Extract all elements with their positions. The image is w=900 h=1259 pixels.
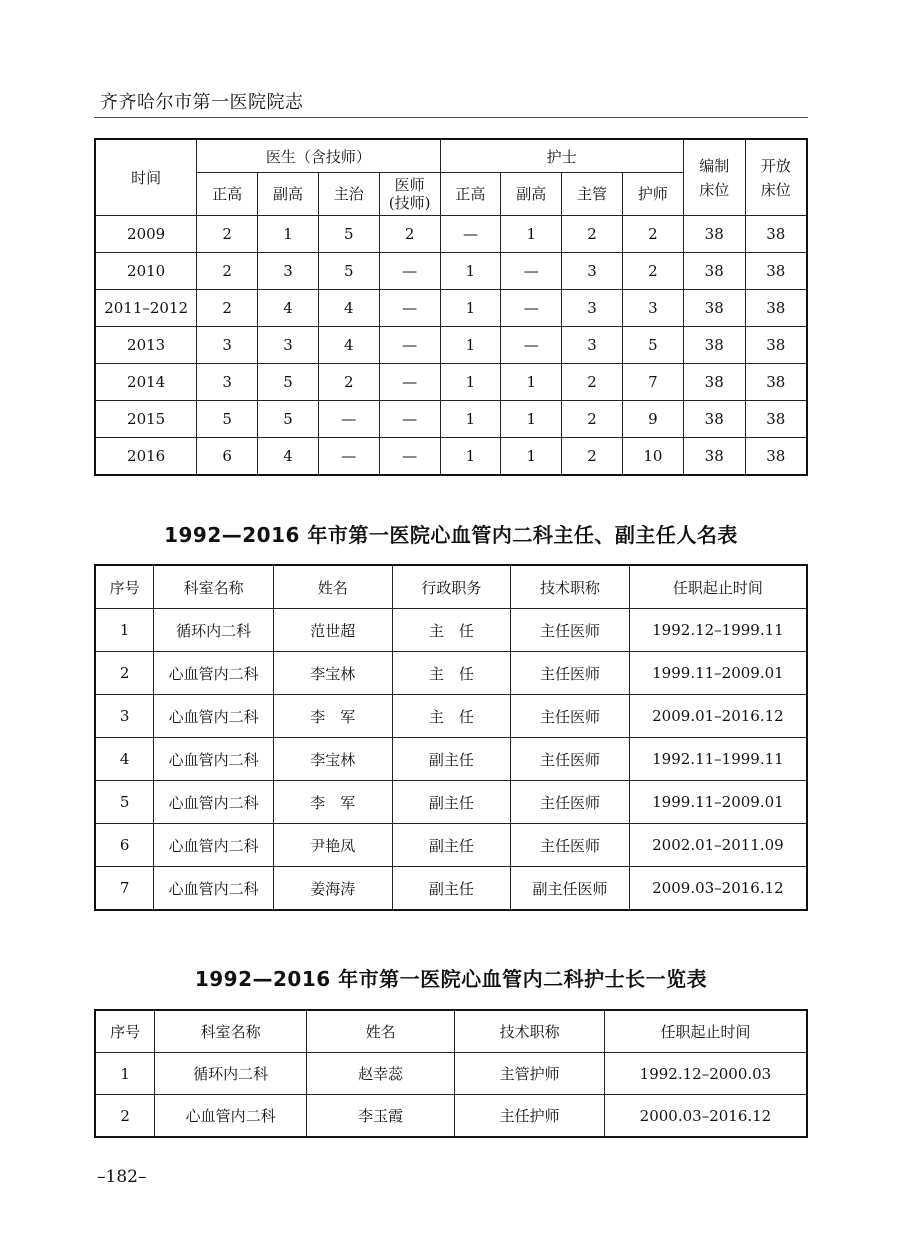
table-cell: 38 xyxy=(683,216,745,253)
running-header xyxy=(94,84,808,118)
table-cell: 心血管内二科 xyxy=(154,652,274,695)
row-year: 2016 xyxy=(95,438,197,476)
table-cell: 副主任 xyxy=(392,738,511,781)
table-cell: 38 xyxy=(745,216,807,253)
table-cell: 1 xyxy=(258,216,319,253)
column-header: 任职起止时间 xyxy=(629,565,807,609)
table-cell: 2009.03–2016.12 xyxy=(629,867,807,911)
table-cell: 2000.03–2016.12 xyxy=(604,1095,807,1138)
table-cell: 1 xyxy=(501,401,562,438)
table-row xyxy=(95,253,807,290)
table-cell: 主任医师 xyxy=(511,781,630,824)
table-cell: 1 xyxy=(440,438,501,476)
directors-table-title: 1992—2016 年市第一医院心血管内二科主任、副主任人名表 xyxy=(164,523,738,547)
table-cell: 3 xyxy=(197,327,258,364)
table-cell: 3 xyxy=(258,253,319,290)
column-header: 任职起止时间 xyxy=(604,1010,807,1053)
table-cell: 2 xyxy=(197,290,258,327)
table-cell: 6 xyxy=(197,438,258,476)
table-cell: 5 xyxy=(318,253,379,290)
header-nurse-2: 主管 xyxy=(562,173,623,216)
table-cell: 38 xyxy=(683,364,745,401)
table-cell: 38 xyxy=(683,438,745,476)
table-cell: 姜海涛 xyxy=(273,867,392,911)
table-cell: 2 xyxy=(197,216,258,253)
table-cell: 2 xyxy=(379,216,440,253)
table-cell: 主任医师 xyxy=(511,652,630,695)
table-cell: — xyxy=(379,327,440,364)
table-cell: 3 xyxy=(258,327,319,364)
table-cell: — xyxy=(379,401,440,438)
table-row xyxy=(95,652,807,695)
table-row xyxy=(95,867,807,911)
header-doctor-2: 主治 xyxy=(318,173,379,216)
table-cell: 主 任 xyxy=(392,695,511,738)
table-cell: 心血管内二科 xyxy=(154,781,274,824)
table-cell: 主 任 xyxy=(392,652,511,695)
table-cell: 心血管内二科 xyxy=(154,695,274,738)
table-cell: 5 xyxy=(622,327,683,364)
table-cell: 1992.11–1999.11 xyxy=(629,738,807,781)
table-cell: 3 xyxy=(622,290,683,327)
table-cell: 副主任 xyxy=(392,781,511,824)
table-cell: 主任医师 xyxy=(511,824,630,867)
table-cell: 3 xyxy=(95,695,154,738)
column-header: 姓名 xyxy=(273,565,392,609)
header-beds-planned: 编制 床位 xyxy=(683,139,745,216)
row-year: 2009 xyxy=(95,216,197,253)
table-cell: — xyxy=(379,290,440,327)
header-time: 时间 xyxy=(95,139,197,216)
table-cell: 3 xyxy=(562,290,623,327)
table-row xyxy=(95,824,807,867)
row-year: 2010 xyxy=(95,253,197,290)
table-cell: 主任医师 xyxy=(511,609,630,652)
table-cell: 2 xyxy=(197,253,258,290)
table-cell: 1999.11–2009.01 xyxy=(629,781,807,824)
table-cell: 1 xyxy=(501,216,562,253)
table-cell: 李 军 xyxy=(273,695,392,738)
table-cell: 主任医师 xyxy=(511,695,630,738)
header-title: 齐齐哈尔市第一医院院志 xyxy=(100,92,304,113)
page-number: –182– xyxy=(97,1167,147,1187)
table-cell: 李玉霞 xyxy=(306,1095,455,1138)
row-year: 2013 xyxy=(95,327,197,364)
table-cell: — xyxy=(501,290,562,327)
table-row xyxy=(95,216,807,253)
column-header: 姓名 xyxy=(306,1010,455,1053)
table-cell: 38 xyxy=(745,364,807,401)
header-doctor-3: 医师 (技师) xyxy=(379,173,440,216)
table-row xyxy=(95,695,807,738)
table-cell: — xyxy=(501,327,562,364)
table-cell: 李 军 xyxy=(273,781,392,824)
table-row xyxy=(95,609,807,652)
table-cell: 38 xyxy=(745,290,807,327)
header-doctor-group: 医生（含技师） xyxy=(197,139,440,173)
table-cell: 1 xyxy=(440,253,501,290)
table-cell: 李宝林 xyxy=(273,652,392,695)
table-cell: 1 xyxy=(95,1053,155,1095)
table-cell: 1 xyxy=(440,364,501,401)
table-cell: 10 xyxy=(622,438,683,476)
table-cell: 4 xyxy=(258,438,319,476)
table-cell: 38 xyxy=(745,401,807,438)
table-cell: 4 xyxy=(95,738,154,781)
table-cell: 赵幸蕊 xyxy=(306,1053,455,1095)
table-cell: 2009.01–2016.12 xyxy=(629,695,807,738)
table-cell: — xyxy=(379,438,440,476)
row-year: 2015 xyxy=(95,401,197,438)
header-doctor-0: 正高 xyxy=(197,173,258,216)
table-cell: 5 xyxy=(318,216,379,253)
table-cell: 主任护师 xyxy=(455,1095,605,1138)
table-row xyxy=(95,290,807,327)
column-header: 行政职务 xyxy=(392,565,511,609)
table-cell: 6 xyxy=(95,824,154,867)
row-year: 2011–2012 xyxy=(95,290,197,327)
table-cell: 5 xyxy=(95,781,154,824)
table-row xyxy=(95,364,807,401)
table-cell: 4 xyxy=(258,290,319,327)
table-cell: 2 xyxy=(562,216,623,253)
table-cell: 1 xyxy=(501,364,562,401)
table-cell: 38 xyxy=(745,327,807,364)
table-row xyxy=(95,781,807,824)
table-cell: — xyxy=(318,438,379,476)
table-row xyxy=(95,438,807,476)
nurses-table-title: 1992—2016 年市第一医院心血管内二科护士长一览表 xyxy=(194,967,708,991)
table-cell: 9 xyxy=(622,401,683,438)
table-cell: — xyxy=(501,253,562,290)
table-cell: 38 xyxy=(745,438,807,476)
table-cell: 4 xyxy=(318,327,379,364)
column-header: 科室名称 xyxy=(155,1010,307,1053)
table-cell: 1 xyxy=(440,401,501,438)
table-cell: 38 xyxy=(683,290,745,327)
table-cell: 心血管内二科 xyxy=(155,1095,307,1138)
table-row xyxy=(95,1095,807,1138)
table-cell: 2002.01–2011.09 xyxy=(629,824,807,867)
row-year: 2014 xyxy=(95,364,197,401)
table-cell: — xyxy=(379,364,440,401)
table-cell: 38 xyxy=(745,253,807,290)
header-beds-open: 开放 床位 xyxy=(745,139,807,216)
table-cell: 1 xyxy=(501,438,562,476)
table-cell: 1 xyxy=(440,327,501,364)
directors-table xyxy=(94,564,808,911)
table-cell: 1 xyxy=(95,609,154,652)
table-cell: 范世超 xyxy=(273,609,392,652)
header-nurse-0: 正高 xyxy=(440,173,501,216)
table-cell: 2 xyxy=(318,364,379,401)
table-cell: 38 xyxy=(683,327,745,364)
table-cell: 心血管内二科 xyxy=(154,738,274,781)
table-cell: 2 xyxy=(95,652,154,695)
table-row xyxy=(95,1053,807,1095)
table-cell: 副主任 xyxy=(392,867,511,911)
column-header: 序号 xyxy=(95,565,154,609)
table-cell: 主管护师 xyxy=(455,1053,605,1095)
table-cell: — xyxy=(440,216,501,253)
table-cell: 5 xyxy=(197,401,258,438)
column-header: 技术职称 xyxy=(455,1010,605,1053)
table-cell: 主任医师 xyxy=(511,738,630,781)
table-cell: 副主任医师 xyxy=(511,867,630,911)
header-nurse-group: 护士 xyxy=(440,139,683,173)
table-cell: 3 xyxy=(562,327,623,364)
table-cell: 副主任 xyxy=(392,824,511,867)
table-cell: 2 xyxy=(562,401,623,438)
table-cell: 尹艳凤 xyxy=(273,824,392,867)
table-cell: 循环内二科 xyxy=(155,1053,307,1095)
header-nurse-3: 护师 xyxy=(622,173,683,216)
table-cell: 38 xyxy=(683,401,745,438)
table-row xyxy=(95,327,807,364)
table-cell: 7 xyxy=(95,867,154,911)
table-cell: 5 xyxy=(258,401,319,438)
table-cell: 5 xyxy=(258,364,319,401)
column-header: 序号 xyxy=(95,1010,155,1053)
table-cell: 循环内二科 xyxy=(154,609,274,652)
table-cell: 2 xyxy=(622,216,683,253)
table-cell: 心血管内二科 xyxy=(154,824,274,867)
table-cell: 1992.12–2000.03 xyxy=(604,1053,807,1095)
header-nurse-1: 副高 xyxy=(501,173,562,216)
table-cell: — xyxy=(379,253,440,290)
staff-statistics-table xyxy=(94,138,808,476)
head-nurses-table xyxy=(94,1009,808,1138)
table-cell: 2 xyxy=(95,1095,155,1138)
table-cell: 3 xyxy=(197,364,258,401)
table-cell: 心血管内二科 xyxy=(154,867,274,911)
column-header: 科室名称 xyxy=(154,565,274,609)
table-cell: 1999.11–2009.01 xyxy=(629,652,807,695)
table-cell: 2 xyxy=(562,364,623,401)
table-cell: 7 xyxy=(622,364,683,401)
table-cell: — xyxy=(318,401,379,438)
table-cell: 主 任 xyxy=(392,609,511,652)
table-cell: 2 xyxy=(622,253,683,290)
column-header: 技术职称 xyxy=(511,565,630,609)
table-row xyxy=(95,738,807,781)
table-cell: 4 xyxy=(318,290,379,327)
table-cell: 李宝林 xyxy=(273,738,392,781)
table-cell: 2 xyxy=(562,438,623,476)
table-cell: 38 xyxy=(683,253,745,290)
table-row xyxy=(95,401,807,438)
header-doctor-1: 副高 xyxy=(258,173,319,216)
table-cell: 1 xyxy=(440,290,501,327)
table-cell: 1992.12–1999.11 xyxy=(629,609,807,652)
table-cell: 3 xyxy=(562,253,623,290)
